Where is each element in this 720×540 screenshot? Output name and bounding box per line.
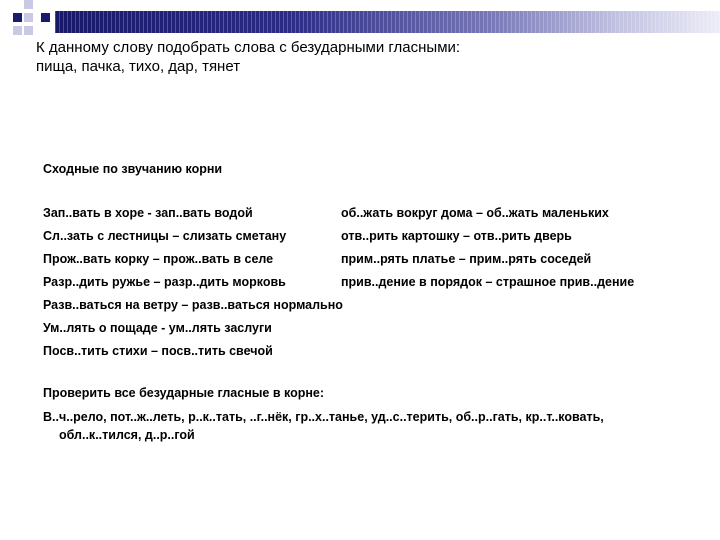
slide-title — [36, 38, 460, 76]
pair-right: прим..рять платье – прим..рять соседей — [341, 252, 592, 266]
check-heading: Проверить все безударные гласные в корне: — [43, 386, 325, 400]
pair-right: об..жать вокруг дома – об..жать маленьких — [341, 206, 609, 220]
pair-left: Разв..ваться на ветру – разв..ваться нормально — [43, 298, 343, 312]
title-line: К данному слову подобрать слова с безударными гласными: — [36, 39, 461, 56]
pair-left: Ум..лять о пощаде - ум..лять заслуги — [43, 321, 272, 335]
deco-square — [13, 13, 22, 22]
pair-left: Прож..вать корку – прож..вать в селе — [43, 252, 274, 266]
pair-left: Разр..дить ружье – разр..дить морковь — [43, 275, 286, 289]
deco-square — [24, 26, 33, 35]
pair-right: прив..дение в порядок – страшное прив..дение — [341, 275, 635, 289]
section-heading: Сходные по звучанию корни — [43, 162, 223, 176]
pair-left: Зап..вать в хоре - зап..вать водой — [43, 206, 253, 220]
pair-right: отв..рить картошку – отв..рить дверь — [341, 229, 572, 243]
check-line: В..ч..рело, пот..ж..леть, р..к..тать, ..г..нёк, гр..х..танье, уд..с..терить, об..р..гать, кр..т..ковать, — [43, 410, 604, 424]
header-gradient-bar — [55, 11, 720, 33]
check-line: обл..к..тился, д..р..гой — [59, 428, 195, 442]
deco-square — [13, 26, 22, 35]
deco-square — [24, 0, 33, 9]
deco-square — [24, 13, 33, 22]
pair-left: Посв..тить стихи – посв..тить свечой — [43, 344, 273, 358]
pair-left: Сл..зать с лестницы – слизать сметану — [43, 229, 287, 243]
deco-square — [41, 13, 50, 22]
title-line: пища, пачка, тихо, дар, тянет — [36, 58, 241, 75]
